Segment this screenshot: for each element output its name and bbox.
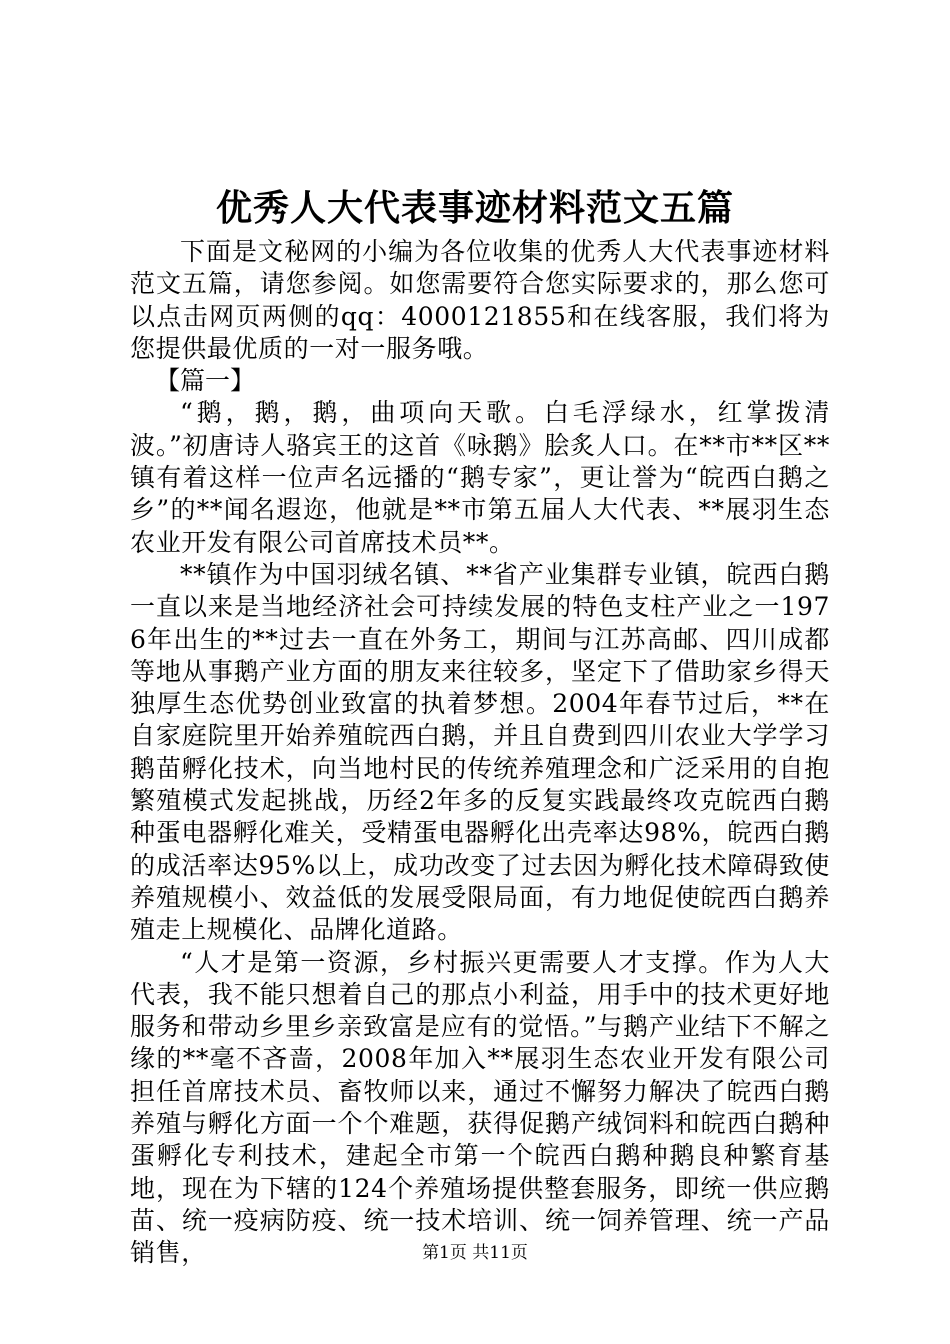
body-paragraph-2: **镇作为中国羽绒名镇、**省产业集群专业镇，皖西白鹅一直以来是当地经济社会可持续发展的特色支柱产业之一1976年出生的**过去一直在外务工，期间与江苏高邮、四川成都等地从事鹅产业方面的朋友来往较多，坚定下了借助家乡得天独厚生态优势创业致富的执着梦想。2004年春节过后，**在自家庭院里开始养殖皖西白鹅，并且自费到四川农业大学学习鹅苗孵化技术，向当地村民的传统养殖理念和广泛采用的自抱繁殖模式发起挑战，历经2年多的反复实践最终攻克皖西白鹅种蛋电器孵化难关，受精蛋电器孵化出壳率达98%，皖西白鹅的成活率达95%以上，成功改变了过去因为孵化技术障碍致使养殖规模小、效益低的发展受限局面，有力地促使皖西白鹅养殖走上规模化、品牌化道路。 [130,559,830,945]
page-footer: 第1页 共11页 [422,1243,528,1263]
body-paragraph-3: “人才是第一资源，乡村振兴更需要人才支撑。作为人大代表，我不能只想着自己的那点小利益，用手中的技术更好地服务和带动乡里乡亲致富是应有的觉悟。”与鹅产业结下不解之缘的**毫不吝啬，2008年加入**展羽生态农业开发有限公司担任首席技术员、畜牧师以来，通过不懈努力解决了皖西白鹅养殖与孵化方面一个个难题，获得促鹅产绒饲料和皖西白鹅种蛋孵化专利技术，建起全市第一个皖西白鹅种鹅良种繁育基地，现在为下辖的124个养殖场提供整套服务，即统一供应鹅苗、统一疫病防疫、统一技术培训、统一饲养管理、统一产品销售， [130,947,830,1268]
body-paragraph-1: “鹅，鹅，鹅，曲项向天歌。白毛浮绿水，红掌拨清波。”初唐诗人骆宾王的这首《咏鹅》脍炙人口。在**市**区**镇有着这样一位声名远播的“鹅专家”，更让誉为“皖西白鹅之乡”的**闻名遐迩，他就是**市第五届人大代表、**展羽生态农业开发有限公司首席技术员**。 [130,398,830,557]
document-title: 优秀人大代表事迹材料范文五篇 [215,187,734,229]
document-body [130,236,830,1270]
section-heading: 【篇一】 [155,366,256,396]
intro-paragraph: 下面是文秘网的小编为各位收集的优秀人大代表事迹材料范文五篇，请您参阅。如您需要符合您实际要求的，那么您可以点击网页两侧的qq：4000121855和在线客服，我们将为您提供最优质的一对一服务哦。 [130,237,830,363]
